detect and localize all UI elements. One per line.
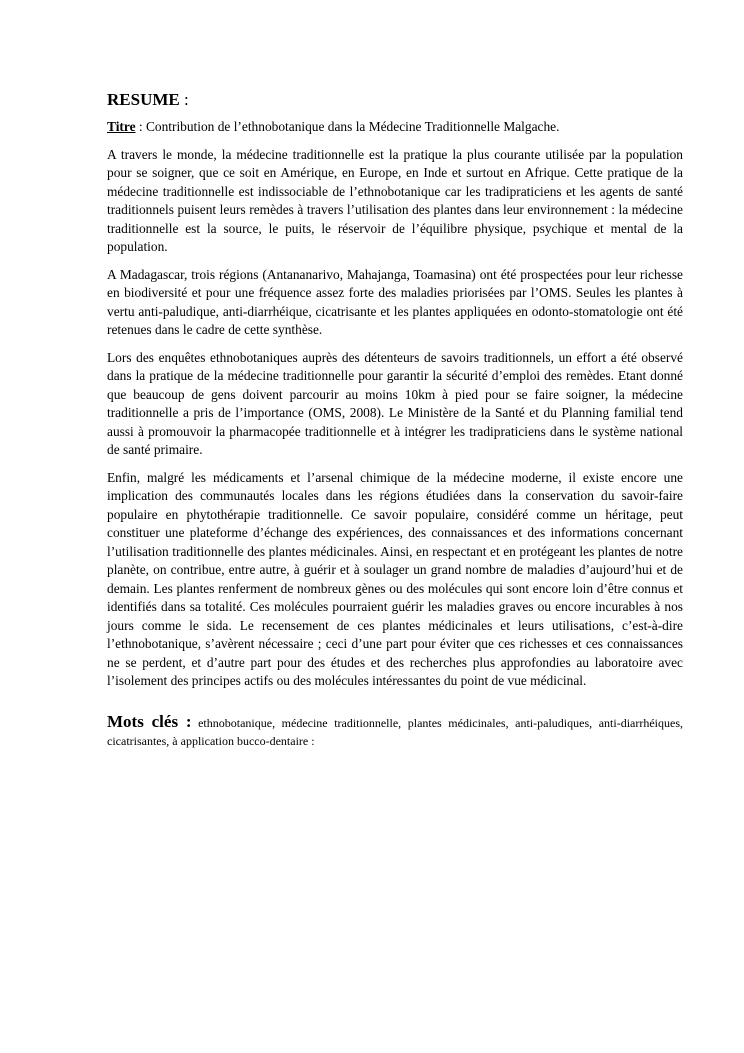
title-line — [107, 118, 683, 137]
paragraph-2: A Madagascar, trois régions (Antananarivo, Mahajanga, Toamasina) ont été prospectées pour leur richesse en biodiversité et pour une fréquence assez forte des maladies priorisées par l’OMS. Seules les plantes à vertu anti-paludique, anti-diarrhéique, cicatrisante et les plantes appliquées en odonto-stomatologie ont été retenues dans le cadre de cette synthèse. — [107, 266, 683, 337]
paragraph-3: Lors des enquêtes ethnobotaniques auprès des détenteurs de savoirs traditionnels, un effort a été observé dans la pratique de la médecine traditionnelle pour garantir la sécurité d’emploi des remèdes. Etant donné que beaucoup de gens doivent parcourir au moins 10km à pied pour se faire soigner, la médecine traditionnelle a pris de l’importance (OMS, 2008). Le Ministère de la Santé et du Planning familial tend aussi à promouvoir la pharmacopée traditionnelle et à intégrer les tradipraticiens dans le système national de santé primaire. — [107, 349, 683, 457]
keywords-text: ethnobotanique, médecine traditionnelle, plantes médicinales, anti-paludiques, anti-diarrhéiques, cicatrisantes, à application bucco-dentaire : — [107, 715, 683, 748]
title-separator: : — [135, 119, 146, 134]
paragraph-4: Enfin, malgré les médicaments et l’arsenal chimique de la médecine moderne, il existe encore une implication des communautés locales dans les régions étudiées dans la conservation du savoir-faire populaire en phytothérapie traditionnelle. Ce savoir populaire, considéré comme un héritage, peut constituer une plateforme d’échange des expériences, des connaissances et des informations concernant l’utilisation traditionnelle des plantes médicinales. Ainsi, en respectant et en protégeant les plantes de notre planète, on contribue, entre autre, à guérir et à soulager un grand nombre de maladies d’aujourd’hui et de demain. Les plantes renferment de nombreux gènes ou des molécules qui sont encore loin d’être connus et identifiés dans sa totalité. Ces molécules pourraient guérir les maladies graves ou encore incurables à nos jours comme le sida. Le recensement de ces plantes médicinales et leurs utilisations, c’est-à-dire l’ethnobotanique, s’avèrent nécessaire ; ceci d’une part pour éviter que ces richesses et ces connaissances ne se perdent, et d’autre part pour des études et des recherches plus approfondies au laboratoire avec l’isolement des principes actifs ou des molécules intéressantes du point de vue médicinal. — [107, 469, 683, 688]
keywords-block — [107, 713, 683, 750]
resume-heading-label: RESUME — [107, 90, 180, 109]
title-text: Contribution de l’ethnobotanique dans la Médecine Traditionnelle Malgache. — [145, 119, 560, 134]
resume-heading — [107, 88, 683, 112]
keywords-label: Mots clés : — [107, 711, 192, 731]
title-label: Titre — [107, 119, 136, 134]
document-page — [107, 88, 683, 750]
resume-heading-suffix: : — [179, 90, 189, 109]
paragraph-1: A travers le monde, la médecine traditionnelle est la pratique la plus courante utilisée par la population pour se soigner, que ce soit en Amérique, en Europe, en Inde et surtout en Afrique. Cette pratique de la médecine traditionnelle est indissociable de l’ethnobotanique car les tradipraticiens et les agents de santé traditionnels puisent leurs remèdes à travers l’utilisation des plantes dans leur environnement : la médecine traditionnelle est la source, le puits, le réservoir de l’équilibre physique, psychique et mental de la population. — [107, 146, 683, 254]
